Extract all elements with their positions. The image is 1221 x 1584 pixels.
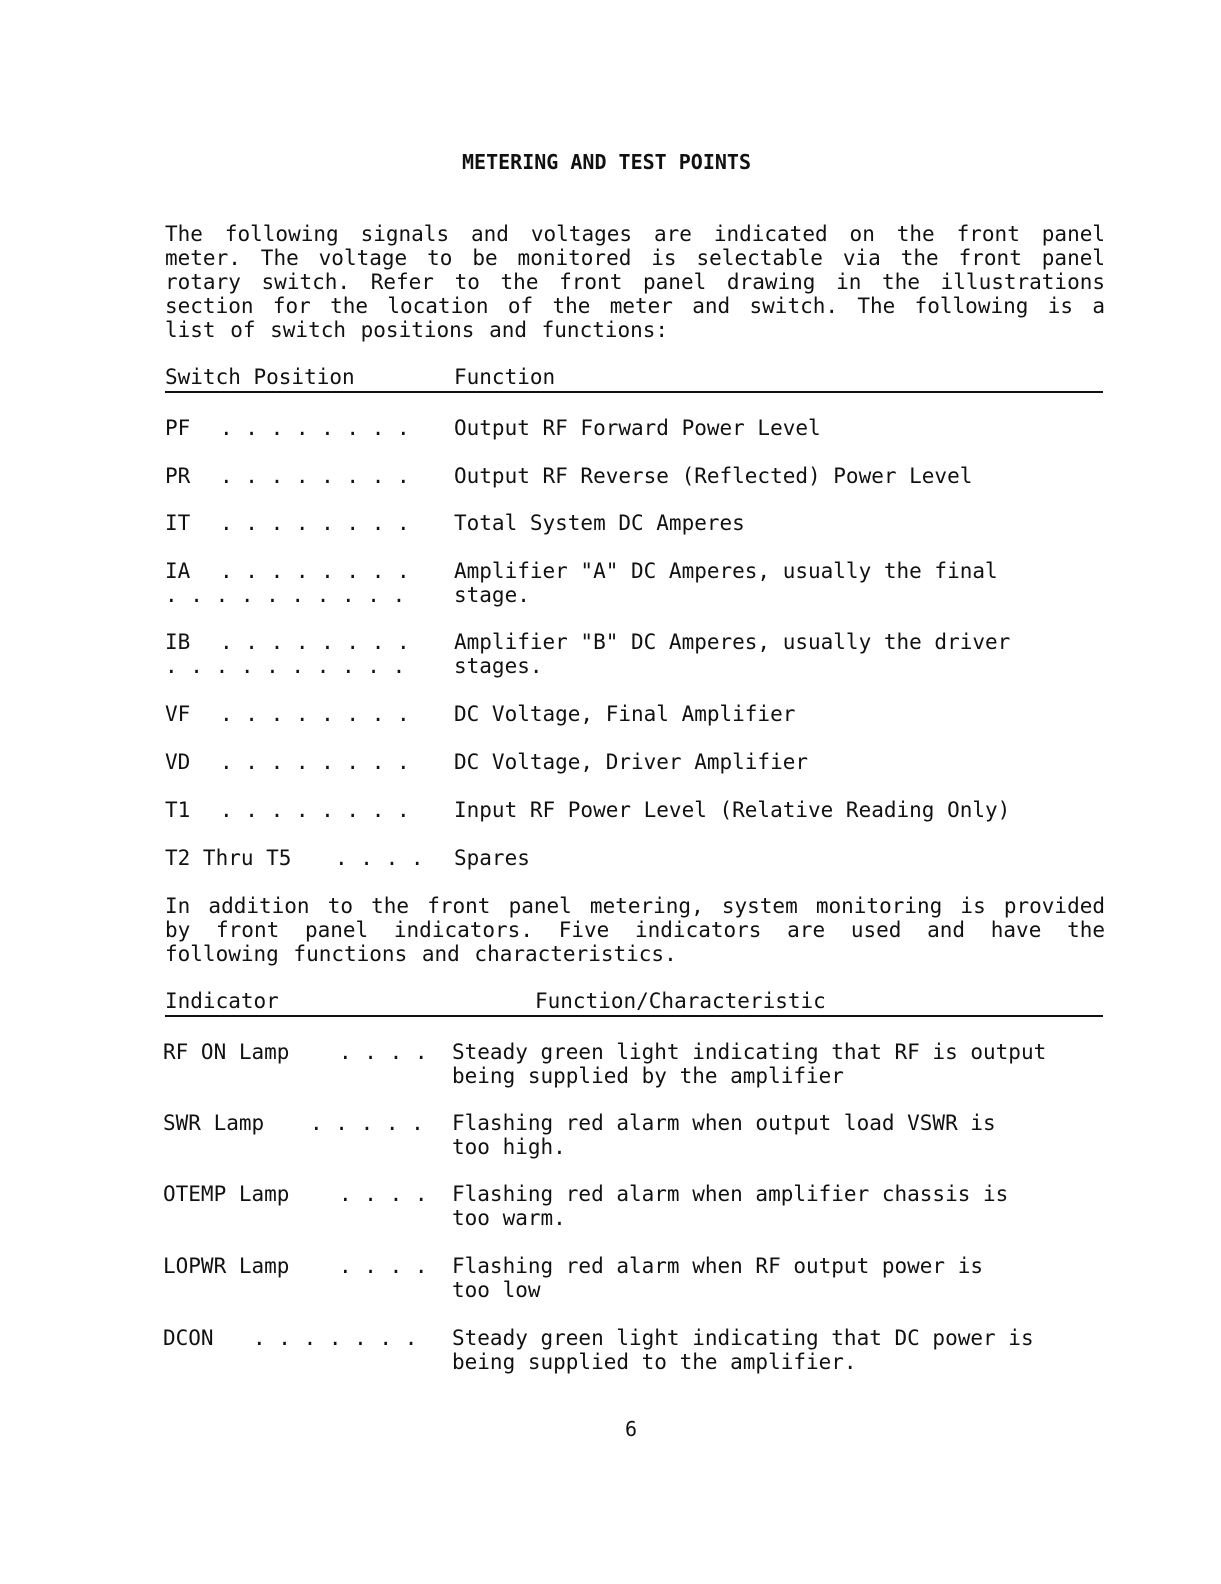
switch-function: Amplifier "A" DC Amperes, usually the final — [454, 559, 998, 583]
switch-function-continued: stages. — [454, 654, 543, 678]
switch-position: IB — [165, 630, 191, 654]
switch-function-continued: stage. — [454, 583, 530, 607]
switch-function: DC Voltage, Final Amplifier — [454, 702, 796, 726]
switch-position: VF — [165, 702, 191, 726]
switch-position: PF — [165, 416, 191, 440]
switch-position: T1 — [165, 798, 191, 822]
switch-position: PR — [165, 464, 191, 488]
leader-dots: . . . . — [339, 1182, 428, 1206]
indicator-function: Flashing red alarm when RF output power is too low — [452, 1254, 984, 1302]
leader-dots: . . . . . . . . — [220, 702, 410, 726]
indicator-function: Steady green light indicating that RF is output being supplied by the amplifier — [452, 1040, 1047, 1088]
indicator-function: Flashing red alarm when amplifier chassis is too warm. — [452, 1182, 1009, 1230]
indicator-function: Steady green light indicating that DC power is being supplied to the amplifier. — [452, 1326, 1034, 1374]
indicator-name: RF ON Lamp — [163, 1040, 290, 1064]
leader-dots: . . . . . . . . — [220, 798, 410, 822]
leader-dots: . . . . — [335, 846, 424, 870]
intro-paragraph: The following signals and voltages are indicated on the front panel meter. The voltage to be monitored is selectable via the front panel rotary switch. Refer to the front panel drawing in the illustrations section for the location of the meter and switch. The following is a list of switch positions and functions: — [165, 222, 1105, 342]
page-number: 6 — [625, 1417, 638, 1441]
indicator-name: DCON — [163, 1326, 214, 1350]
leader-dots: . . . . — [339, 1254, 428, 1278]
leader-dots: . . . . . . . . — [220, 630, 410, 654]
leader-dots: . . . . . . . . . . — [165, 654, 406, 678]
header-function-characteristic: Function/Characteristic — [535, 989, 826, 1013]
switch-table-header — [165, 365, 1103, 393]
leader-dots: . . . . . . . — [253, 1326, 418, 1350]
leader-dots: . . . . . . . . — [220, 416, 410, 440]
header-switch-position: Switch Position — [165, 365, 355, 389]
leader-dots: . . . . — [339, 1040, 428, 1064]
indicator-name: SWR Lamp — [163, 1111, 265, 1135]
indicator-table-header — [165, 989, 1103, 1017]
header-function: Function — [454, 365, 556, 389]
indicators-paragraph: In addition to the front panel metering, system monitoring is provided by front panel indicators. Five indicators are used and have the following functions and characteristics. — [165, 894, 1105, 966]
switch-position: IA — [165, 559, 191, 583]
leader-dots: . . . . . . . . . . — [165, 583, 406, 607]
switch-function: DC Voltage, Driver Amplifier — [454, 750, 809, 774]
leader-dots: . . . . . . . . — [220, 511, 410, 535]
indicator-name: LOPWR Lamp — [163, 1254, 290, 1278]
leader-dots: . . . . . . . . — [220, 559, 410, 583]
header-indicator: Indicator — [165, 989, 279, 1013]
indicator-name: OTEMP Lamp — [163, 1182, 290, 1206]
switch-function: Output RF Forward Power Level — [454, 416, 821, 440]
switch-position: T2 Thru T5 — [165, 846, 292, 870]
switch-position: IT — [165, 511, 191, 535]
page-title: METERING AND TEST POINTS — [462, 150, 751, 174]
switch-function: Total System DC Amperes — [454, 511, 745, 535]
leader-dots: . . . . . — [310, 1111, 424, 1135]
switch-function: Amplifier "B" DC Amperes, usually the driver — [454, 630, 1011, 654]
leader-dots: . . . . . . . . — [220, 750, 410, 774]
switch-function: Input RF Power Level (Relative Reading Only) — [454, 798, 1011, 822]
switch-function: Output RF Reverse (Reflected) Power Level — [454, 464, 973, 488]
switch-position: VD — [165, 750, 191, 774]
switch-function: Spares — [454, 846, 530, 870]
indicator-function: Flashing red alarm when output load VSWR is too high. — [452, 1111, 996, 1159]
leader-dots: . . . . . . . . — [220, 464, 410, 488]
